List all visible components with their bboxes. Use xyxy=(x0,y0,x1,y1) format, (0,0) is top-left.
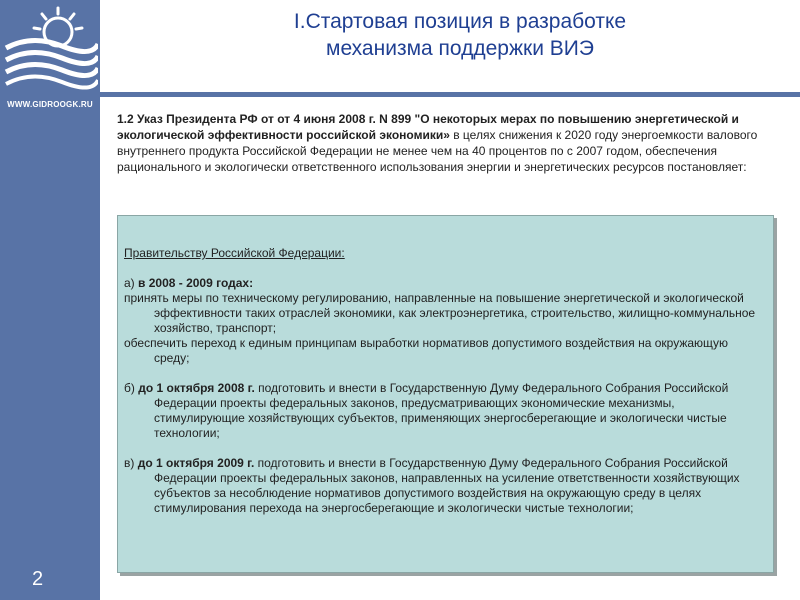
section-a-prefix: а) xyxy=(124,276,139,290)
header-divider xyxy=(100,92,800,97)
site-url[interactable]: WWW.GIDROOGK.RU xyxy=(7,100,93,109)
quote-box xyxy=(117,215,774,573)
company-logo xyxy=(2,4,98,94)
section-c-text: подготовить и внести в Государственную Думу Федерального Собрания Российской Федерации проекты федеральных законов, направленных на усиление ответственности хозяйствующих субъектов за несоблюдение нормативов допустимого воздействия на окружающую среду в целях стимулирования перехода на энергосберегающие и экологически чистые технологии; xyxy=(154,456,740,515)
section-a-item-1: принять меры по техническому регулированию, направленные на повышение энергетической и экологической эффективности таких отраслей экономики, как электроэнергетика, строительство, жилищно-коммунальное хозяйство, транспорт; xyxy=(124,291,756,335)
section-b xyxy=(124,381,764,441)
section-c xyxy=(124,456,764,516)
quote-content xyxy=(124,246,764,516)
section-b-bold: до 1 октября 2008 г. xyxy=(138,381,255,395)
section-a-heading xyxy=(124,276,764,291)
page-title xyxy=(200,8,720,62)
section-b-prefix: б) xyxy=(124,381,139,395)
section-a-item-2: обеспечить переход к единым принципам выработки нормативов допустимого воздействия на окружающую среду; xyxy=(124,336,729,365)
title-line-1: I.Стартовая позиция в разработке xyxy=(293,10,627,33)
section-b-text: подготовить и внести в Государственную Думу Федерального Собрания Российской Федерации проекты федеральных законов, предусматривающих экономические механизмы, стимулирующие хозяйствующих субъектов, применяющих энергосберегающие и экологически чистые технологии; xyxy=(154,381,729,440)
title-line-2: механизма поддержки ВИЭ xyxy=(326,37,594,60)
intro-bold: 1.2 Указ Президента РФ от от 4 июня 2008 г. N 899 "О некоторых мерах по повышению энергетической и экологической эффективности российской экономики» xyxy=(117,112,739,142)
box-heading: Правительству Российской Федерации: xyxy=(124,246,345,260)
sidebar xyxy=(0,0,100,600)
page-number: 2 xyxy=(32,568,44,590)
section-c-bold: до 1 октября 2009 г. xyxy=(137,456,255,470)
section-a-bold: в 2008 - 2009 годах: xyxy=(138,276,254,290)
intro-text: в целях снижения к 2020 году энергоемкости валового внутреннего продукта Российской Федерации не менее чем на 40 процентов по с 2007 годом, обеспечения рационального и экологически ответственного использования энергии и энергетических ресурсов постановляет: xyxy=(117,128,758,174)
intro-paragraph xyxy=(117,111,787,175)
section-c-prefix: в) xyxy=(124,456,138,470)
